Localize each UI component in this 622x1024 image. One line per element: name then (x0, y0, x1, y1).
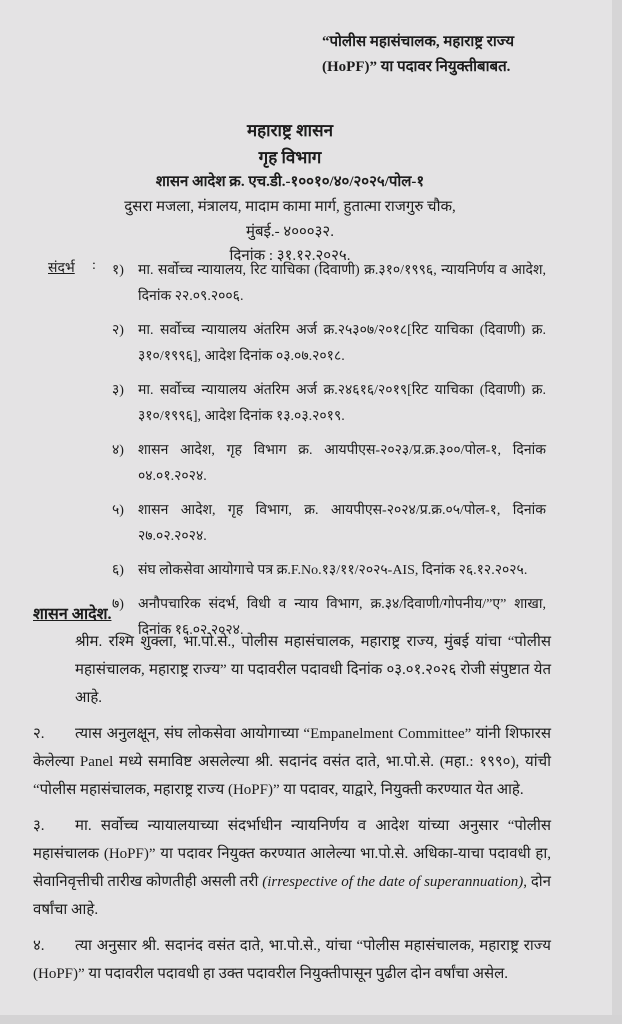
department-title: गृह विभाग (258, 148, 322, 167)
subject-line (322, 30, 562, 80)
reference-text: मा. सर्वोच्च न्यायालय अंतरिम अर्ज क्र.२४६१६/२०१९[रिट याचिका (दिवाणी) क्र. ३१०/१९९६], आदेश दिनांक १३.०३.२०१९. (138, 383, 546, 424)
reference-text: मा. सर्वोच्च न्यायालय अंतरिम अर्ज क्र.२५३०७/२०१८[रिट याचिका (दिवाणी) क्र. ३१०/१९९६], आदेश दिनांक ०३.०७.२०१८. (138, 323, 546, 364)
paragraph-number: २. (33, 726, 45, 742)
reference-text: मा. सर्वोच्च न्यायालय, रिट याचिका (दिवाणी) क्र.३१०/१९९६, न्यायनिर्णय व आदेश, दिनांक २२.०९.२००६. (138, 263, 546, 304)
reference-item (112, 378, 546, 430)
reference-number: ३) (112, 383, 124, 398)
paragraph-text: मा. सर्वोच्च न्यायालयाच्या संदर्भाधीन न्यायनिर्णय व आदेश यांच्या अनुसार “पोलीस महासंचालक (HoPF)” या पदावर नियुक्त करण्यात आलेल्या भा.पो.से. अधिका-याचा पदावधी हा, सेवानिवृत्तीची तारीख कोणतीही असली तरी (33, 818, 551, 890)
paragraph-text: त्या अनुसार श्री. सदानंद वसंत दाते, भा.पो.से., यांचा “पोलीस महासंचालक, महाराष्ट्र राज्य (HoPF)” या पदावरील पदावधी हा उक्त पदावरील नियुक्तीपासून पुढील दोन वर्षांचा असेल. (33, 938, 551, 982)
government-title: महाराष्ट्र शासन (246, 121, 334, 140)
reference-item (112, 318, 546, 370)
subject-line-2: (HoPF)” या पदावर नियुक्तीबाबत. (322, 59, 511, 75)
reference-text: शासन आदेश, गृह विभाग, क्र. आयपीएस-२०२४/प्र.क्र.०५/पोल-१, दिनांक २७.०२.२०२४. (138, 503, 546, 544)
reference-number: २) (112, 323, 124, 338)
reference-item (112, 258, 546, 310)
paragraph-number: ३. (33, 818, 45, 834)
reference-text: अनौपचारिक संदर्भ, विधी व न्याय विभाग, क्र.३४/दिवाणी/गोपनीय/”ए” शाखा, दिनांक १६.०२.२०२४. (138, 597, 546, 638)
paragraph-text: त्यास अनुलक्षून, संघ लोकसेवा आयोगाच्या “Empanelment Committee” यांनी शिफारस केलेल्या Panel मध्ये समाविष्ट असलेल्या श्री. सदानंद वसंत दाते, भा.पो.से. (महा.: १९९०), यांची “पोलीस महासंचालक, महाराष्ट्र राज्य (HoPF)” या पदावर, याद्वारे, नियुक्ती करण्यात येत आहे. (33, 726, 551, 798)
paragraph-number: ४. (33, 938, 45, 954)
reference-number: ७) (112, 597, 124, 612)
order-heading: शासन आदेश. (33, 606, 112, 623)
page-edge-right (612, 0, 622, 1024)
order-date: दिनांक : ३१.१२.२०२५. (229, 248, 351, 264)
paragraph-italic-text: (irrespective of the date of superannuation) (262, 874, 524, 890)
order-body (33, 628, 551, 996)
paragraph-1: श्रीम. रश्मि शुक्ला, भा.पो.से., पोलीस महासंचालक, महाराष्ट्र राज्य, मुंबई यांचा “पोलीस महासंचालक, महाराष्ट्र राज्य” या पदावरील पदावधी दिनांक ०३.०१.२०२६ रोजी संपुष्टात येत आहे. (75, 634, 551, 706)
reference-item (112, 498, 546, 550)
reference-item (112, 438, 546, 490)
references-list (112, 258, 546, 652)
subject-line-1: “पोलीस महासंचालक, महाराष्ट्र राज्य (322, 34, 515, 50)
reference-number: १) (112, 263, 124, 278)
address: दुसरा मजला, मंत्रालय, मादाम कामा मार्ग, हुतात्मा राजगुरु चौक, (124, 199, 456, 215)
reference-item (112, 558, 546, 584)
paragraph-2 (33, 720, 551, 804)
reference-number: ५) (112, 503, 124, 518)
reference-text: शासन आदेश, गृह विभाग क्र. आयपीएस-२०२३/प्र.क्र.३००/पोल-१, दिनांक ०४.०१.२०२४. (138, 443, 546, 484)
reference-number: ४) (112, 443, 124, 458)
reference-text: संघ लोकसेवा आयोगाचे पत्र क्र.F.No.१३/११/२०२५-AIS, दिनांक २६.१२.२०२५. (138, 563, 528, 578)
city: मुंबई.- ४०००३२. (246, 224, 334, 240)
paragraph-text: , दोन वर्षांचा आहे. (33, 874, 551, 918)
reference-number: ६) (112, 563, 124, 578)
paragraph-3 (33, 812, 551, 924)
references-colon: : (92, 258, 96, 273)
references-label: संदर्भ (48, 261, 75, 276)
paragraph-4 (33, 932, 551, 988)
order-number: शासन आदेश क्र. एच.डी.-१००१०/४०/२०२५/पोल-१ (155, 174, 425, 190)
page-edge-bottom (0, 1015, 622, 1024)
